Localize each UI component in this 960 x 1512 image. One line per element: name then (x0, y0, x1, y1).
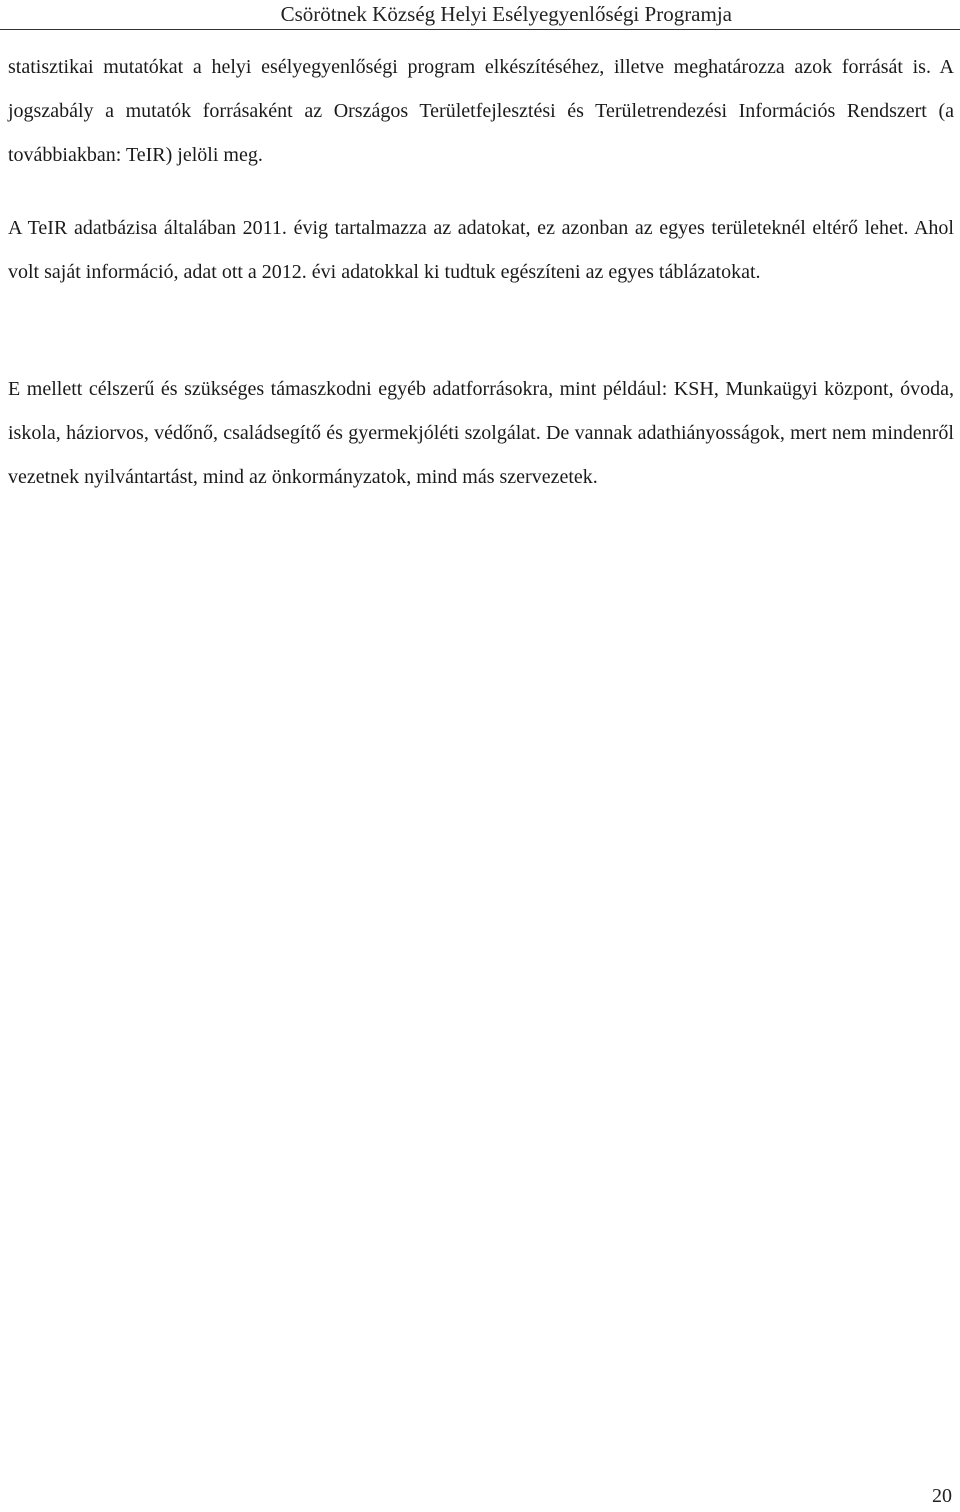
paragraph-teir-database: A TeIR adatbázisa általában 2011. évig tartalmazza az adatokat, ez azonban az egyes területeknél eltérő lehet. Ahol volt saját információ, adat ott a 2012. évi adatokkal ki tudtuk egészíteni az egyes táblázatokat. (8, 217, 954, 283)
paragraph-data-sources: statisztikai mutatókat a helyi esélyegyenlőségi program elkészítéséhez, illetve meghatározza azok forrását is. A jogszabály a mutatók forrásaként az Országos Területfejlesztési és Területrendezési Információs Rendszert (a továbbiakban: TeIR) jelöli meg. (8, 56, 954, 166)
paragraph-other-sources: E mellett célszerű és szükséges támaszkodni egyéb adatforrásokra, mint például: KSH, Munkaügyi központ, óvoda, iskola, háziorvos, védőnő, családsegítő és gyermekjóléti szolgálat. De vannak adathiányosságok, mert nem mindenről vezetnek nyilvántartást, mind az önkormányzatok, mind más szervezetek. (8, 378, 954, 488)
page-number: 20 (932, 1485, 952, 1507)
running-header: Csörötnek Község Helyi Esélyegyenlőségi Programja (0, 0, 960, 30)
